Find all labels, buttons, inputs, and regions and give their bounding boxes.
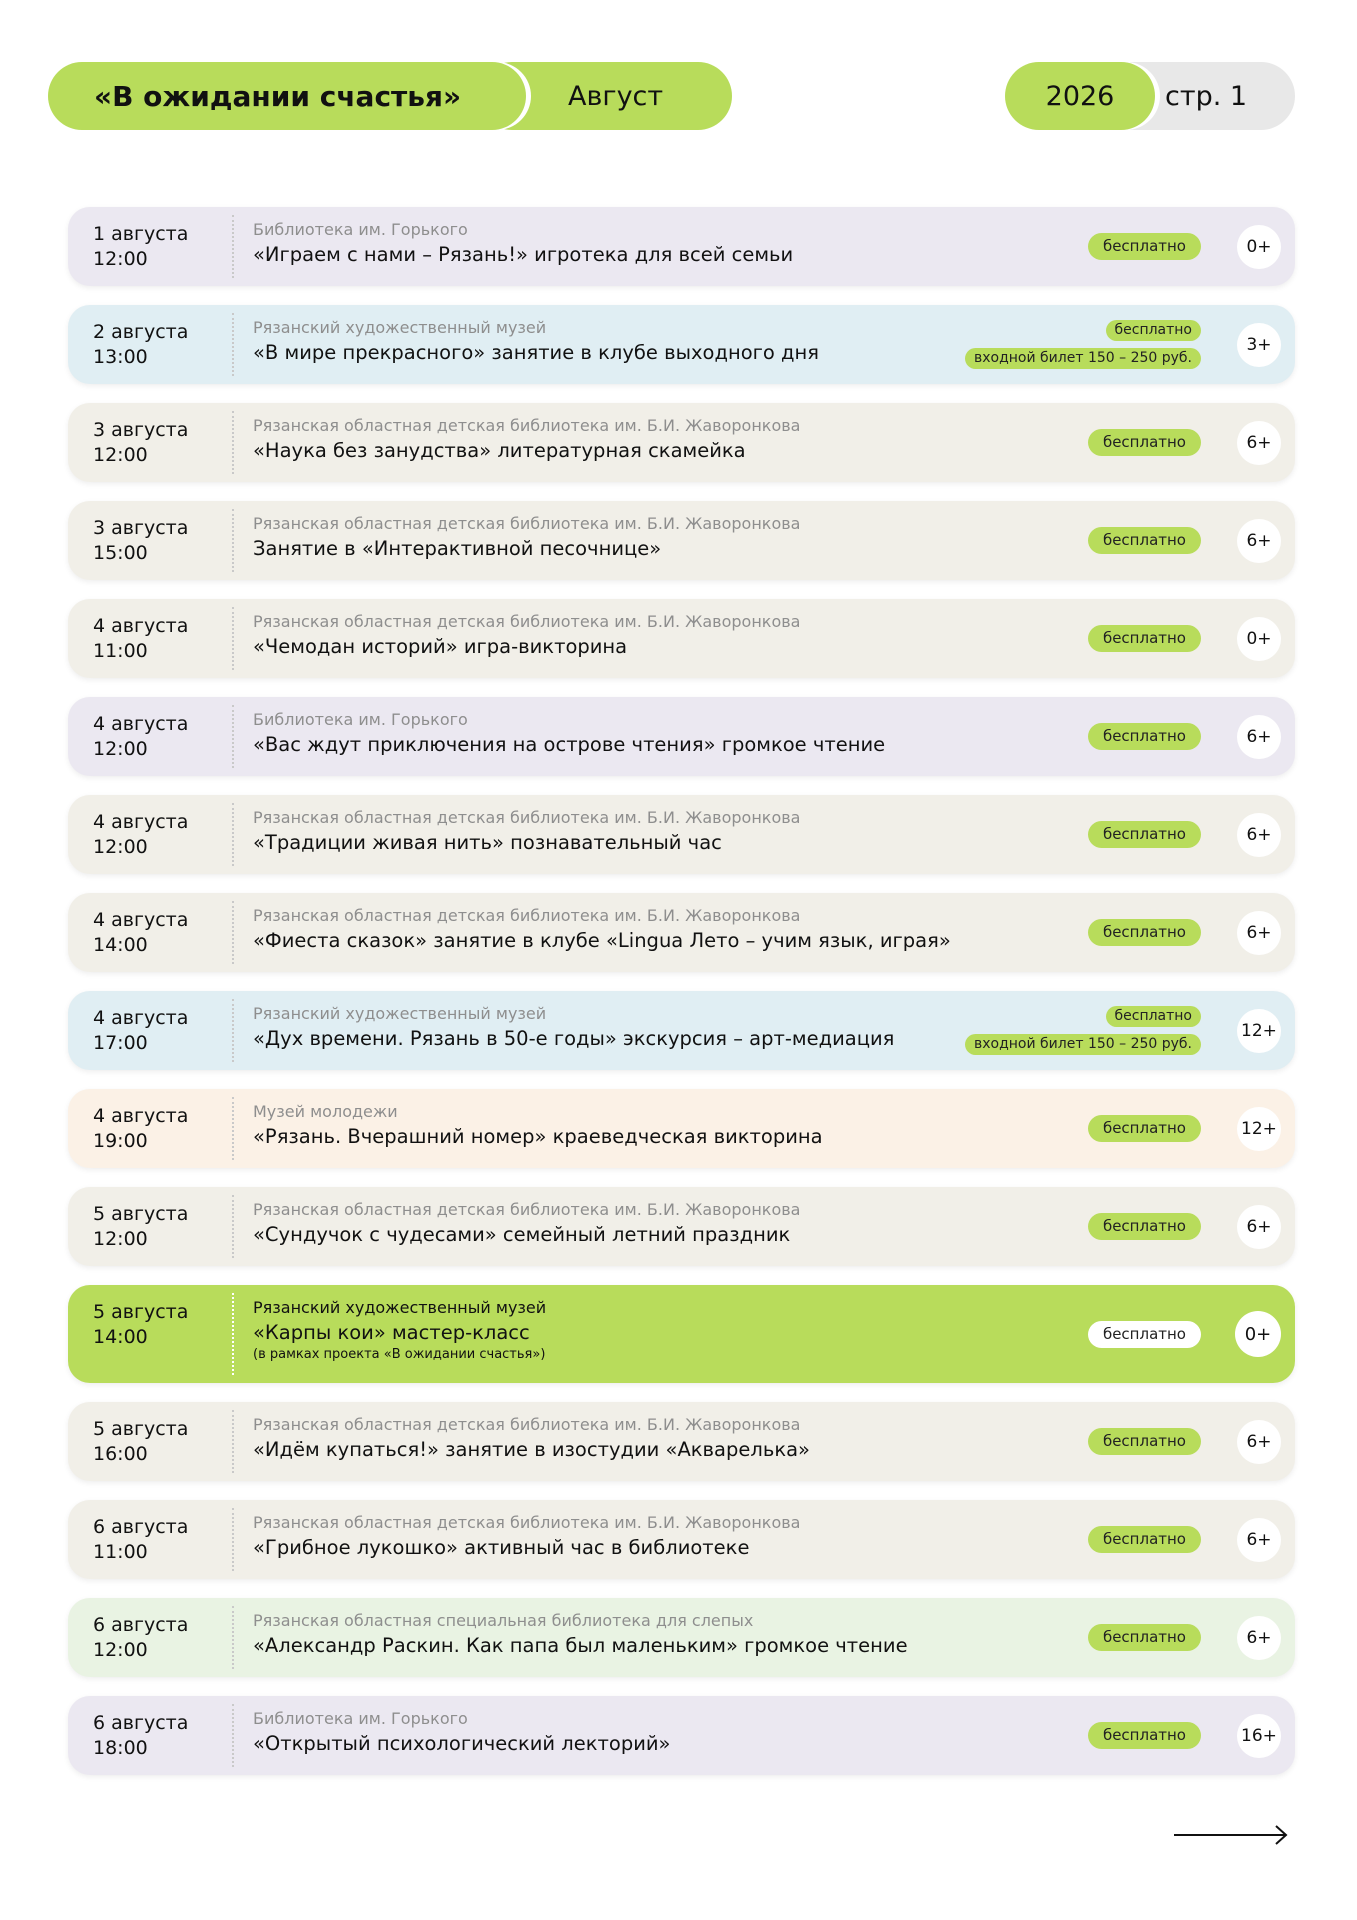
price-badges [1088,795,1201,874]
event-info [253,1414,965,1464]
event-info [253,317,965,367]
event-datetime [93,908,188,958]
price-badges [1088,1402,1201,1481]
age-rating-badge: 6+ [1237,715,1281,759]
event-date: 4 августа [93,909,189,931]
event-date: 3 августа [93,419,189,441]
event-info [253,513,965,563]
event-date: 1 августа [93,223,189,245]
event-info [253,1708,965,1758]
event-date: 6 августа [93,1516,189,1538]
page-number: стр. 1 [1165,80,1248,112]
event-datetime [93,1613,188,1663]
free-badge: бесплатно [1106,1006,1202,1027]
event-time: 12:00 [93,1228,148,1250]
event-date: 4 августа [93,1105,189,1127]
age-rating-badge: 0+ [1237,225,1281,269]
event-row [68,991,1295,1070]
age-rating-badge: 6+ [1237,1616,1281,1660]
event-row [68,1187,1295,1266]
price-badges [1088,1598,1201,1677]
event-datetime [93,1711,188,1761]
dotted-divider [232,901,234,964]
price-badges [1088,1089,1201,1168]
event-row [68,1402,1295,1481]
dotted-divider [232,999,234,1062]
event-venue: Музей молодежи [253,1102,398,1121]
dotted-divider [232,1704,234,1767]
event-title: «Фиеста сказок» занятие в клубе «Lingua Лето – учим язык, играя» [253,929,951,952]
free-badge: бесплатно [1088,1115,1201,1142]
event-title: «Вас ждут приключения на острове чтения» громкое чтение [253,733,886,756]
free-badge: бесплатно [1088,919,1201,946]
event-row [68,697,1295,776]
event-date: 4 августа [93,713,189,735]
project-title-pill [48,62,526,130]
free-badge: бесплатно [1088,1526,1201,1553]
event-datetime [93,712,188,762]
dotted-divider [232,1606,234,1669]
age-rating-badge: 6+ [1237,1518,1281,1562]
event-datetime [93,614,188,664]
event-time: 12:00 [93,444,148,466]
event-info [253,1512,965,1562]
price-badges [1088,207,1201,286]
price-badges [965,305,1201,384]
event-row [68,207,1295,286]
event-time: 18:00 [93,1737,148,1759]
free-badge: бесплатно [1088,723,1201,750]
event-venue: Рязанская областная детская библиотека им. Б.И. Жаворонкова [253,416,801,435]
age-rating-badge: 6+ [1237,1420,1281,1464]
event-title: «Сундучок с чудесами» семейный летний праздник [253,1223,791,1246]
event-venue: Рязанская областная специальная библиотека для слепых [253,1611,754,1630]
event-venue: Рязанский художественный музей [253,1298,547,1317]
event-date: 5 августа [93,1203,189,1225]
price-badges [1088,599,1201,678]
year-label: 2026 [1045,80,1115,112]
event-title: «Александр Раскин. Как папа был маленьким» громкое чтение [253,1634,908,1657]
event-date: 5 августа [93,1418,189,1440]
event-time: 11:00 [93,1541,148,1563]
price-badges [1088,403,1201,482]
event-info [253,807,965,857]
dotted-divider [232,607,234,670]
event-venue: Библиотека им. Горького [253,1709,468,1728]
event-title: «Играем с нами – Рязань!» игротека для всей семьи [253,243,794,266]
event-title: «Наука без занудства» литературная скамейка [253,439,746,462]
ticket-price-badge: входной билет 150 – 250 руб. [965,348,1201,369]
event-row [68,1696,1295,1775]
free-badge: бесплатно [1106,320,1202,341]
event-venue: Рязанская областная детская библиотека им. Б.И. Жаворонкова [253,808,801,827]
event-date: 3 августа [93,517,189,539]
dotted-divider [232,1097,234,1160]
event-venue: Рязанская областная детская библиотека им. Б.И. Жаворонкова [253,514,801,533]
event-time: 16:00 [93,1443,148,1465]
free-badge: бесплатно [1088,527,1201,554]
event-date: 4 августа [93,615,189,637]
event-date: 6 августа [93,1712,189,1734]
event-datetime [93,516,188,566]
event-title: «В мире прекрасного» занятие в клубе выходного дня [253,341,819,364]
event-datetime [93,1006,188,1056]
event-time: 12:00 [93,1639,148,1661]
event-title: «Дух времени. Рязань в 50-е годы» экскурсия – арт-медиация [253,1027,895,1050]
age-rating-badge: 16+ [1237,1714,1281,1758]
event-time: 12:00 [93,738,148,760]
event-date: 6 августа [93,1614,189,1636]
event-time: 12:00 [93,836,148,858]
dotted-divider [232,1293,234,1375]
age-rating-badge: 0+ [1235,1311,1281,1357]
age-rating-badge: 6+ [1237,519,1281,563]
free-badge: бесплатно [1088,1321,1201,1348]
event-row [68,501,1295,580]
event-note: (в рамках проекта «В ожидании счастья») [253,1347,546,1362]
event-info [253,1297,965,1363]
event-info [253,219,965,269]
event-venue: Рязанская областная детская библиотека им. Б.И. Жаворонкова [253,1415,801,1434]
free-badge: бесплатно [1088,233,1201,260]
event-row [68,1089,1295,1168]
event-venue: Библиотека им. Горького [253,710,468,729]
dotted-divider [232,411,234,474]
header [48,62,1295,130]
event-venue: Библиотека им. Горького [253,220,468,239]
age-rating-badge: 0+ [1237,617,1281,661]
age-rating-badge: 3+ [1237,323,1281,367]
event-datetime [93,1515,188,1565]
event-datetime [93,418,188,468]
free-badge: бесплатно [1088,429,1201,456]
dotted-divider [232,705,234,768]
event-info [253,1101,965,1151]
event-time: 17:00 [93,1032,148,1054]
event-time: 15:00 [93,542,148,564]
event-date: 2 августа [93,321,189,343]
event-row [68,1285,1295,1383]
event-title: «Карпы кои» мастер-класс [253,1321,530,1344]
event-datetime [93,1202,188,1252]
age-rating-badge: 12+ [1237,1107,1281,1151]
age-rating-badge: 6+ [1237,813,1281,857]
dotted-divider [232,803,234,866]
free-badge: бесплатно [1088,625,1201,652]
free-badge: бесплатно [1088,1722,1201,1749]
event-datetime [93,1300,188,1350]
free-badge: бесплатно [1088,821,1201,848]
price-badges [1088,1285,1201,1383]
event-info [253,415,965,465]
event-datetime [93,810,188,860]
event-venue: Рязанский художественный музей [253,318,547,337]
event-title: «Идём купаться!» занятие в изостудии «Акварелька» [253,1438,810,1461]
event-datetime [93,1417,188,1467]
event-row [68,599,1295,678]
event-title: «Чемодан историй» игра-викторина [253,635,628,658]
event-time: 11:00 [93,640,148,662]
dotted-divider [232,1195,234,1258]
event-title: «Рязань. Вчерашний номер» краеведческая викторина [253,1125,823,1148]
event-info [253,709,965,759]
event-info [253,905,965,955]
event-time: 12:00 [93,248,148,270]
event-time: 13:00 [93,346,148,368]
event-time: 14:00 [93,1326,148,1348]
price-badges [965,991,1201,1070]
project-title: «В ожидании счастья» [94,79,462,113]
event-row [68,305,1295,384]
event-time: 19:00 [93,1130,148,1152]
dotted-divider [232,215,234,278]
price-badges [1088,697,1201,776]
event-info [253,1610,965,1660]
dotted-divider [232,1410,234,1473]
event-title: Занятие в «Интерактивной песочнице» [253,537,662,560]
event-venue: Рязанский художественный музей [253,1004,547,1023]
year-pill [1005,62,1155,130]
event-date: 4 августа [93,1007,189,1029]
price-badges [1088,1696,1201,1775]
event-row [68,893,1295,972]
event-info [253,1199,965,1249]
event-list [68,207,1295,1794]
dotted-divider [232,509,234,572]
event-title: «Традиции живая нить» познавательный час [253,831,722,854]
dotted-divider [232,313,234,376]
dotted-divider [232,1508,234,1571]
free-badge: бесплатно [1088,1428,1201,1455]
event-datetime [93,1104,188,1154]
event-info [253,611,965,661]
event-venue: Рязанская областная детская библиотека им. Б.И. Жаворонкова [253,1513,801,1532]
price-badges [1088,893,1201,972]
ticket-price-badge: входной билет 150 – 250 руб. [965,1034,1201,1055]
event-datetime [93,222,188,272]
next-page-arrow-icon[interactable] [1172,1820,1292,1850]
event-datetime [93,320,188,370]
event-row [68,795,1295,874]
event-row [68,403,1295,482]
age-rating-badge: 6+ [1237,1205,1281,1249]
free-badge: бесплатно [1088,1624,1201,1651]
age-rating-badge: 6+ [1237,421,1281,465]
free-badge: бесплатно [1088,1213,1201,1240]
event-title: «Грибное лукошко» активный час в библиотеке [253,1536,750,1559]
age-rating-badge: 6+ [1237,911,1281,955]
event-row [68,1500,1295,1579]
price-badges [1088,1187,1201,1266]
event-title: «Открытый психологический лекторий» [253,1732,671,1755]
price-badges [1088,501,1201,580]
event-info [253,1003,965,1053]
event-date: 4 августа [93,811,189,833]
month-label: Август [568,80,664,112]
event-venue: Рязанская областная детская библиотека им. Б.И. Жаворонкова [253,612,801,631]
age-rating-badge: 12+ [1237,1009,1281,1053]
price-badges [1088,1500,1201,1579]
event-date: 5 августа [93,1301,189,1323]
event-row [68,1598,1295,1677]
event-time: 14:00 [93,934,148,956]
event-venue: Рязанская областная детская библиотека им. Б.И. Жаворонкова [253,1200,801,1219]
event-venue: Рязанская областная детская библиотека им. Б.И. Жаворонкова [253,906,801,925]
